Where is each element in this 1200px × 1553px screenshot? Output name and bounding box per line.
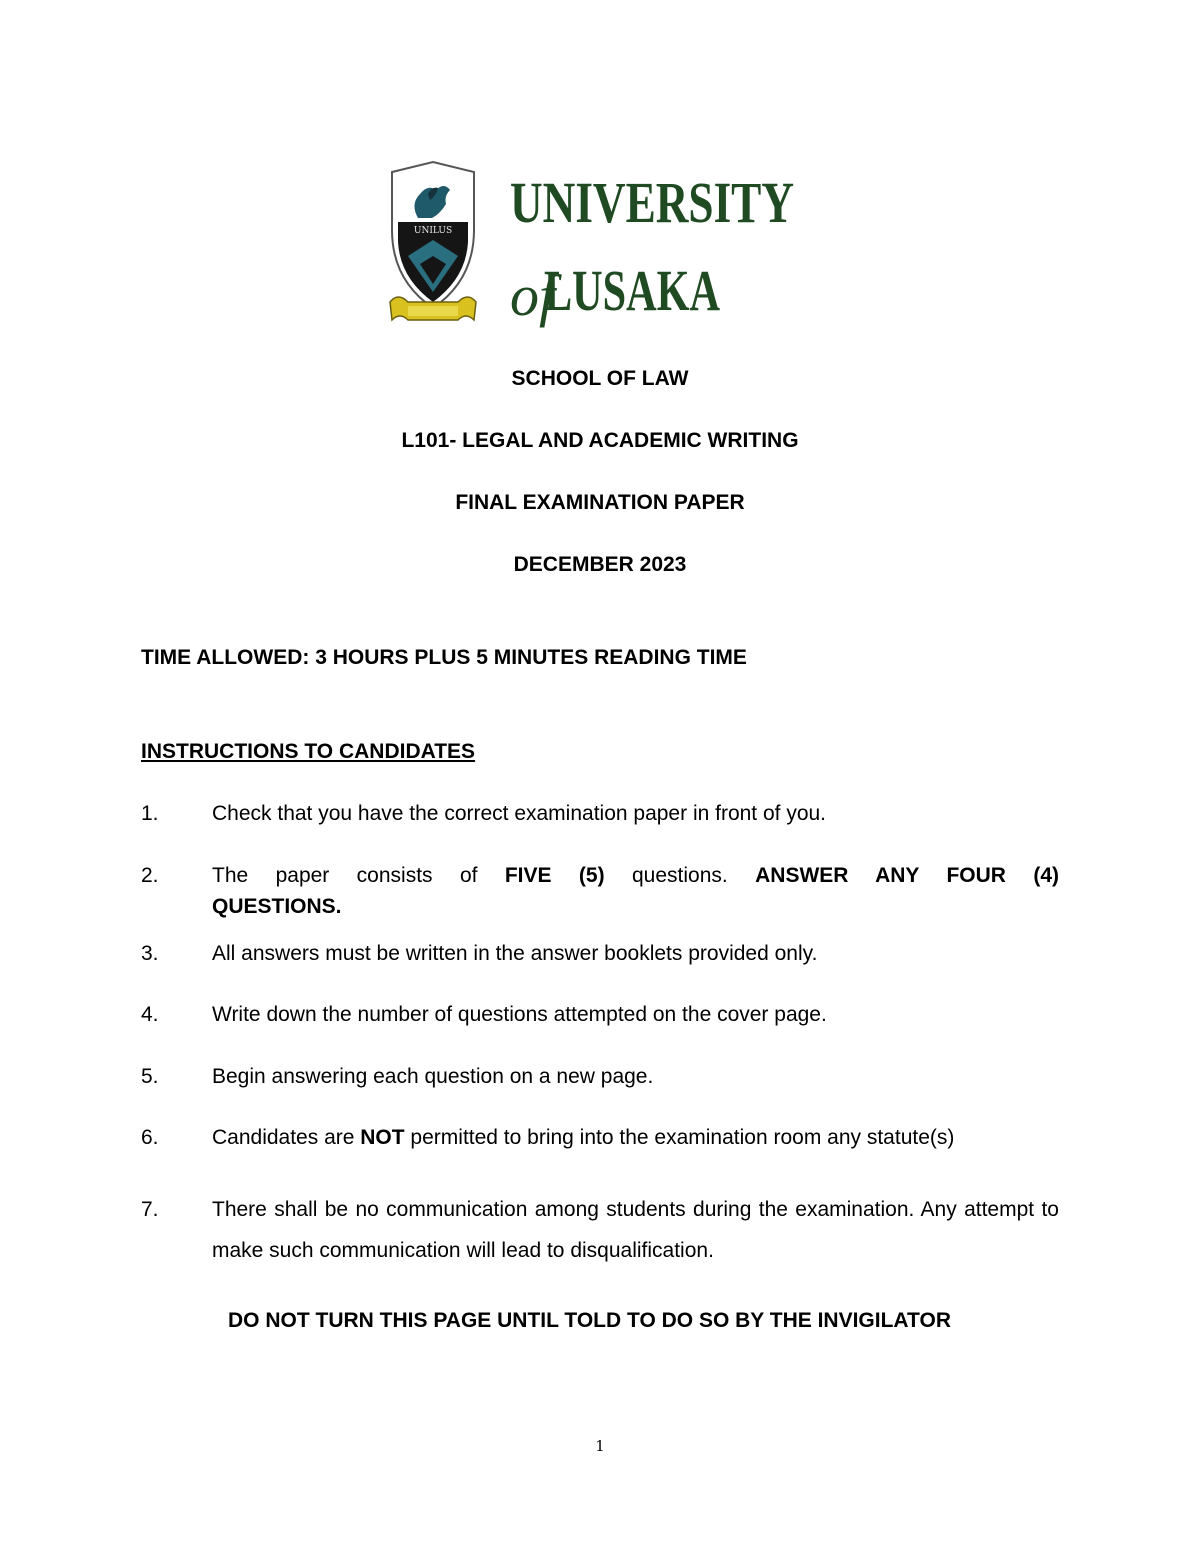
instruction-text: Write down the number of questions attempted on the cover page. <box>212 1003 827 1026</box>
instruction-text-part: The paper consists of <box>212 864 505 887</box>
instruction-emphasis: FIVE (5) <box>504 864 605 887</box>
course-title: L101- LEGAL AND ACADEMIC WRITING <box>401 429 799 452</box>
instruction-text: Begin answering each question on a new page. <box>212 1065 654 1088</box>
university-wordmark <box>510 160 810 335</box>
instruction-number: 6. <box>141 1126 159 1149</box>
instruction-text <box>212 864 1059 919</box>
instruction-emphasis: ANSWER ANY FOUR (4) <box>755 864 1059 887</box>
instruction-number: 4. <box>141 1003 159 1026</box>
instruction-text: There shall be no communication among students during the examination. Any attempt to make such communication will lead to disqualification. <box>212 1198 1059 1262</box>
instruction-emphasis: QUESTIONS. <box>212 895 342 918</box>
instruction-text: All answers must be written in the answer booklets provided only. <box>212 942 818 965</box>
school-name: SCHOOL OF LAW <box>511 367 689 390</box>
instruction-number: 3. <box>141 942 159 965</box>
page-number: 1 <box>595 1437 605 1455</box>
crest-motto: UNILUS <box>413 226 453 236</box>
instruction-number: 2. <box>141 864 159 887</box>
wordmark-university: UNIVERSITY <box>510 170 794 235</box>
paper-title: FINAL EXAMINATION PAPER <box>455 491 745 514</box>
instruction-number: 5. <box>141 1065 159 1088</box>
instruction-emphasis: NOT <box>360 1126 405 1149</box>
exam-date: DECEMBER 2023 <box>513 553 687 576</box>
university-logo <box>388 160 808 335</box>
instruction-line <box>212 864 1059 888</box>
wordmark-lusaka: LUSAKA <box>544 258 721 323</box>
time-allowed: TIME ALLOWED: 3 HOURS PLUS 5 MINUTES READING TIME <box>141 646 747 669</box>
invigilator-warning: DO NOT TURN THIS PAGE UNTIL TOLD TO DO SO BY THE INVIGILATOR <box>228 1309 951 1332</box>
instruction-text-part: Candidates are <box>212 1126 361 1149</box>
university-crest-icon <box>388 160 478 332</box>
instruction-text-part: questions. <box>604 864 756 887</box>
instruction-number: 7. <box>141 1198 159 1221</box>
instruction-number: 1. <box>141 802 159 825</box>
instruction-text-part: permitted to bring into the examination room any statute(s) <box>404 1126 955 1149</box>
instructions-heading: INSTRUCTIONS TO CANDIDATES <box>141 740 476 763</box>
instruction-text <box>212 1126 1059 1150</box>
wordmark-of: of <box>510 263 556 328</box>
instruction-text: Check that you have the correct examination paper in front of you. <box>212 802 827 825</box>
